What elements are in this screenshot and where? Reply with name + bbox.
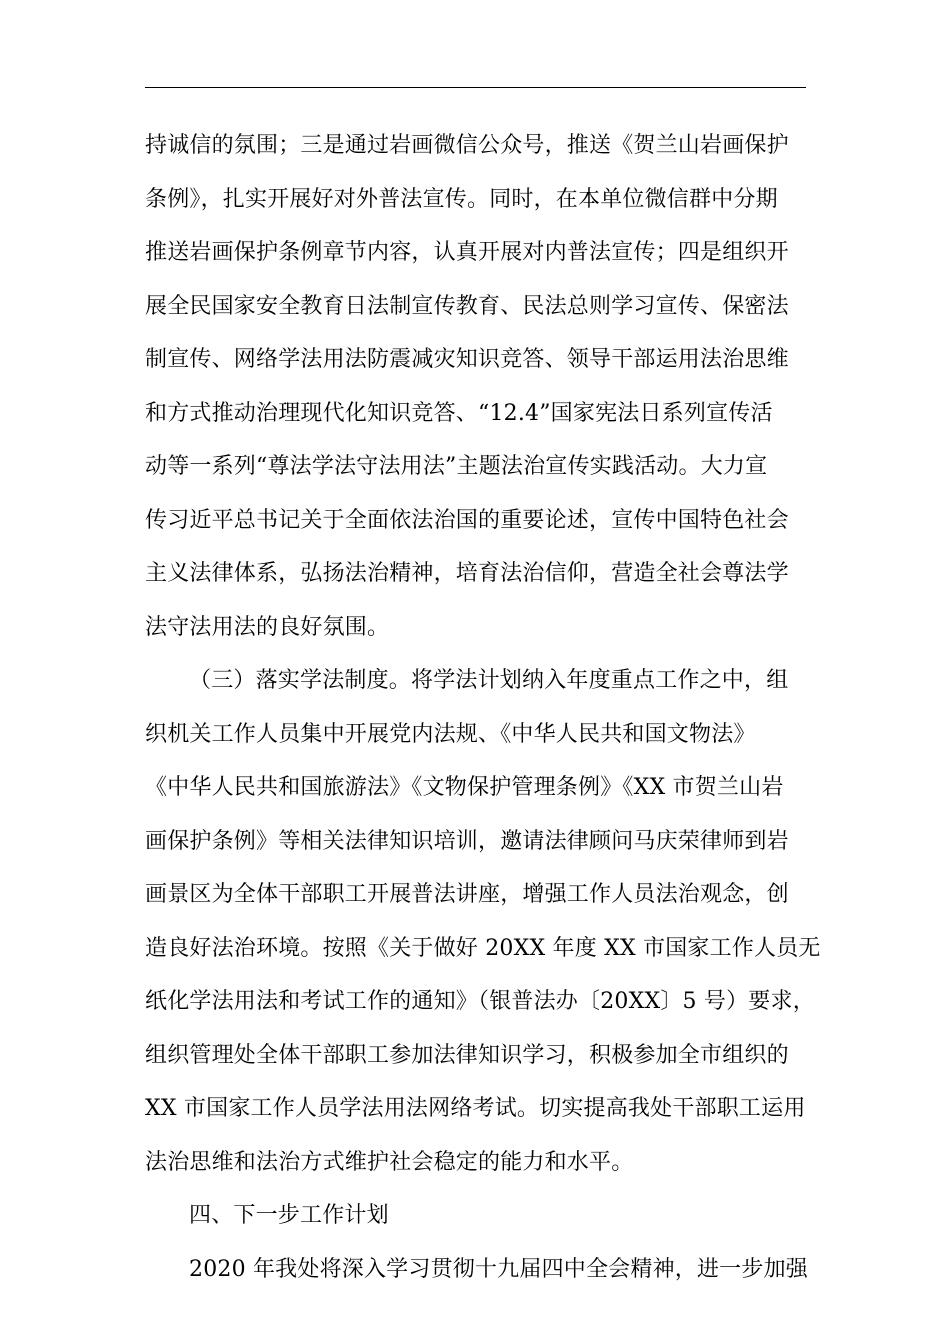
text-line: 画景区为全体干部职工开展普法讲座，增强工作人员法治观念，创 (145, 882, 789, 907)
text-line: 持诚信的氛围；三是通过岩画微信公众号，推送《贺兰山岩画保护 (145, 133, 789, 158)
text-line: 法治思维和法治方式维护社会稳定的能力和水平。 (145, 1149, 634, 1175)
document-body (145, 119, 821, 1296)
text-line: 四、下一步工作计划 (189, 1203, 389, 1228)
text-line: 展全民国家安全教育日法制宣传教育、民法总则学习宣传、保密法 (145, 293, 789, 319)
text-line: 条例》，扎实开展好对外普法宣传。同时，在本单位微信群中分期 (145, 186, 778, 212)
text-line: 制宣传、网络学法用法防震减灾知识竞答、领导干部运用法治思维 (145, 347, 789, 372)
text-line: （三）落实学法制度。将学法计划纳入年度重点工作之中，组 (189, 668, 789, 693)
text-line: 主义法律体系，弘扬法治精神，培育法治信仰，营造全社会尊法学 (145, 561, 789, 586)
text-line: 织机关工作人员集中开展党内法规、《中华人民共和国文物法》 (145, 721, 756, 747)
text-line: 《中华人民共和国旅游法》《文物保护管理条例》《XX 市贺兰山岩 (145, 775, 784, 800)
text-line: 画保护条例》等相关法律知识培训，邀请法律顾问马庆荣律师到岩 (145, 828, 789, 854)
text-line: 法守法用法的良好氛围。 (145, 614, 390, 640)
text-line: 动等一系列“尊法学法守法用法”主题法治宣传实践活动。大力宣 (145, 454, 768, 479)
header-rule (145, 87, 806, 88)
text-line: XX 市国家工作人员学法用法网络考试。切实提高我处干部职工运用 (145, 1096, 806, 1121)
text-line: 推送岩画保护条例章节内容，认真开展对内普法宣传；四是组织开 (145, 240, 789, 265)
text-line: 组织管理处全体干部职工参加法律知识学习，积极参加全市组织的 (145, 1042, 789, 1068)
text-line: 和方式推动治理现代化知识竞答、“12.4”国家宪法日系列宣传活 (145, 400, 773, 426)
text-line: 造良好法治环境。按照《关于做好 20XX 年度 XX 市国家工作人员无 (145, 935, 821, 961)
text-line: 传习近平总书记关于全面依法治国的重要论述，宣传中国特色社会 (145, 507, 789, 533)
text-line: 纸化学法用法和考试工作的通知》（银普法办〔20XX〕5 号）要求， (145, 989, 815, 1014)
text-line: 2020 年我处将深入学习贯彻十九届四中全会精神，进一步加强 (189, 1256, 808, 1282)
